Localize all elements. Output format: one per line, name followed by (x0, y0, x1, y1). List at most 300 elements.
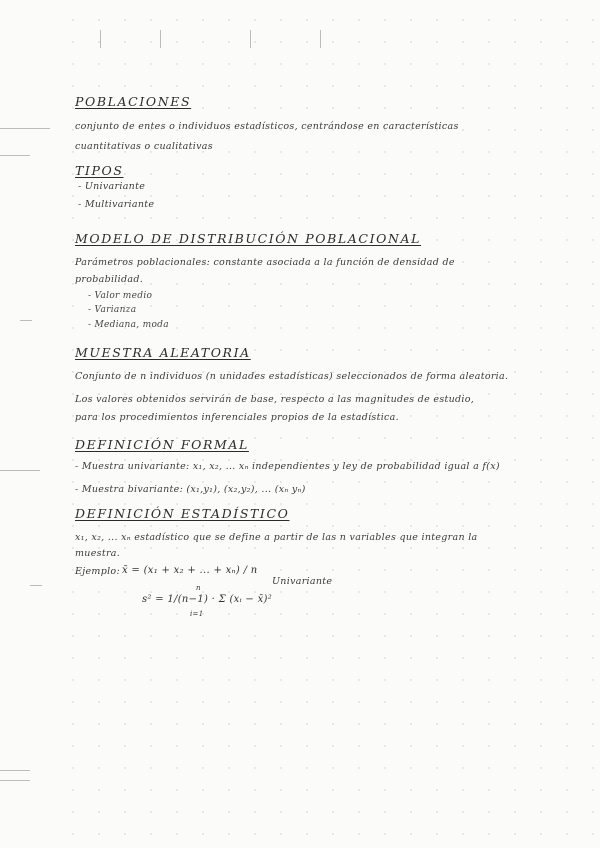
grid-dot (540, 19, 541, 20)
grid-dot (176, 217, 177, 218)
grid-dot (566, 283, 567, 284)
grid-dot (540, 811, 541, 812)
grid-dot (228, 151, 229, 152)
grid-dot (384, 701, 385, 702)
grid-dot (358, 217, 359, 218)
grid-dot (358, 349, 359, 350)
grid-dot (436, 151, 437, 152)
grid-dot (488, 767, 489, 768)
grid-dot (72, 239, 73, 240)
grid-dot (332, 19, 333, 20)
grid-dot (306, 305, 307, 306)
grid-dot (254, 525, 255, 526)
grid-dot (228, 195, 229, 196)
grid-dot (98, 789, 99, 790)
grid-dot (592, 525, 593, 526)
grid-dot (332, 833, 333, 834)
grid-dot (254, 173, 255, 174)
grid-dot (150, 547, 151, 548)
grid-dot (410, 657, 411, 658)
grid-dot (410, 811, 411, 812)
grid-dot (514, 239, 515, 240)
grid-dot (462, 129, 463, 130)
grid-dot (358, 85, 359, 86)
grid-dot (540, 481, 541, 482)
grid-dot (384, 789, 385, 790)
grid-dot (332, 503, 333, 504)
grid-dot (514, 305, 515, 306)
grid-dot (384, 327, 385, 328)
grid-dot (150, 525, 151, 526)
grid-dot (462, 723, 463, 724)
grid-dot (514, 261, 515, 262)
grid-dot (176, 305, 177, 306)
grid-dot (124, 173, 125, 174)
grid-dot (592, 371, 593, 372)
grid-dot (592, 415, 593, 416)
grid-dot (98, 701, 99, 702)
grid-dot (462, 789, 463, 790)
grid-dot (592, 195, 593, 196)
grid-dot (540, 503, 541, 504)
grid-dot (306, 173, 307, 174)
grid-dot (332, 437, 333, 438)
grid-dot (202, 723, 203, 724)
grid-dot (150, 481, 151, 482)
grid-dot (566, 811, 567, 812)
grid-dot (98, 635, 99, 636)
grid-dot (358, 151, 359, 152)
grid-dot (176, 767, 177, 768)
grid-dot (254, 701, 255, 702)
grid-dot (72, 85, 73, 86)
grid-dot (436, 349, 437, 350)
grid-dot (176, 657, 177, 658)
grid-dot (384, 195, 385, 196)
grid-dot (514, 41, 515, 42)
grid-dot (332, 63, 333, 64)
grid-dot (98, 525, 99, 526)
grid-dot (488, 63, 489, 64)
grid-dot (332, 723, 333, 724)
tipos-item-multivariante: - Multivariante (78, 199, 155, 210)
grid-dot (176, 701, 177, 702)
grid-dot (306, 767, 307, 768)
grid-dot (332, 767, 333, 768)
grid-dot (176, 481, 177, 482)
grid-dot (566, 129, 567, 130)
grid-dot (514, 437, 515, 438)
grid-dot (410, 613, 411, 614)
grid-dot (592, 63, 593, 64)
grid-dot (592, 85, 593, 86)
grid-dot (410, 41, 411, 42)
grid-dot (436, 239, 437, 240)
grid-dot (72, 591, 73, 592)
section-title-definicion-estadistico: DEFINICIÓN ESTADÍSTICO (75, 506, 290, 521)
grid-dot (150, 503, 151, 504)
grid-dot (228, 591, 229, 592)
grid-dot (358, 19, 359, 20)
grid-dot (280, 679, 281, 680)
grid-dot (514, 283, 515, 284)
grid-dot (592, 327, 593, 328)
grid-dot (254, 349, 255, 350)
grid-dot (488, 261, 489, 262)
grid-dot (410, 767, 411, 768)
grid-dot (254, 547, 255, 548)
grid-dot (202, 811, 203, 812)
grid-dot (98, 723, 99, 724)
grid-dot (98, 657, 99, 658)
grid-dot (98, 613, 99, 614)
grid-dot (566, 195, 567, 196)
grid-dot (540, 305, 541, 306)
grid-dot (306, 503, 307, 504)
grid-dot (72, 789, 73, 790)
grid-dot (540, 173, 541, 174)
grid-dot (72, 459, 73, 460)
grid-dot (410, 349, 411, 350)
section-title-definicion-formal: DEFINICIÓN FORMAL (75, 437, 249, 452)
grid-dot (592, 789, 593, 790)
grid-dot (228, 63, 229, 64)
grid-dot (124, 195, 125, 196)
grid-dot (514, 569, 515, 570)
grid-dot (540, 393, 541, 394)
grid-dot (176, 327, 177, 328)
grid-dot (410, 63, 411, 64)
grid-dot (488, 591, 489, 592)
grid-dot (514, 19, 515, 20)
grid-dot (306, 811, 307, 812)
grid-dot (306, 283, 307, 284)
grid-dot (176, 613, 177, 614)
grid-dot (566, 591, 567, 592)
grid-dot (254, 107, 255, 108)
grid-dot (332, 591, 333, 592)
grid-dot (384, 767, 385, 768)
grid-dot (72, 503, 73, 504)
grid-dot (176, 195, 177, 196)
grid-dot (202, 195, 203, 196)
grid-dot (540, 283, 541, 284)
grid-dot (488, 349, 489, 350)
grid-dot (566, 569, 567, 570)
grid-dot (202, 63, 203, 64)
grid-dot (306, 217, 307, 218)
grid-dot (280, 525, 281, 526)
grid-dot (566, 239, 567, 240)
grid-dot (436, 811, 437, 812)
grid-dot (488, 503, 489, 504)
grid-dot (462, 701, 463, 702)
grid-dot (384, 151, 385, 152)
grid-dot (514, 547, 515, 548)
grid-dot (72, 833, 73, 834)
grid-dot (566, 327, 567, 328)
grid-dot (72, 63, 73, 64)
grid-dot (436, 789, 437, 790)
grid-dot (72, 635, 73, 636)
grid-dot (540, 41, 541, 42)
univariante-note: Univariante (272, 576, 333, 587)
grid-dot (488, 437, 489, 438)
grid-dot (124, 85, 125, 86)
grid-dot (280, 613, 281, 614)
grid-dot (202, 41, 203, 42)
grid-dot (384, 547, 385, 548)
grid-dot (436, 767, 437, 768)
grid-dot (358, 569, 359, 570)
grid-dot (150, 173, 151, 174)
grid-dot (358, 679, 359, 680)
grid-dot (72, 613, 73, 614)
grid-dot (228, 745, 229, 746)
grid-dot (410, 503, 411, 504)
section-title-modelo: MODELO DE DISTRIBUCIÓN POBLACIONAL (75, 231, 422, 246)
grid-dot (332, 107, 333, 108)
grid-dot (280, 635, 281, 636)
grid-dot (462, 195, 463, 196)
sum-lower-limit: i=1 (190, 610, 204, 618)
grid-dot (72, 217, 73, 218)
grid-dot (488, 569, 489, 570)
grid-dot (150, 305, 151, 306)
grid-dot (254, 635, 255, 636)
grid-dot (592, 679, 593, 680)
grid-dot (566, 393, 567, 394)
grid-dot (436, 107, 437, 108)
grid-dot (306, 19, 307, 20)
grid-dot (462, 41, 463, 42)
grid-dot (436, 701, 437, 702)
grid-dot (566, 85, 567, 86)
grid-dot (462, 239, 463, 240)
grid-dot (358, 745, 359, 746)
grid-dot (462, 635, 463, 636)
grid-dot (228, 503, 229, 504)
grid-dot (436, 833, 437, 834)
grid-dot (332, 811, 333, 812)
grid-dot (150, 657, 151, 658)
grid-dot (566, 745, 567, 746)
grid-dot (540, 151, 541, 152)
grid-dot (306, 63, 307, 64)
grid-dot (488, 129, 489, 130)
grid-dot (332, 613, 333, 614)
grid-dot (566, 305, 567, 306)
definicion-formal-bivariante: - Muestra bivariante: (x₁,y₁), (x₂,y₂), ... (xₙ yₙ) (75, 484, 306, 495)
grid-dot (358, 525, 359, 526)
grid-dot (488, 393, 489, 394)
grid-dot (488, 151, 489, 152)
grid-dot (280, 437, 281, 438)
grid-dot (540, 459, 541, 460)
grid-dot (592, 569, 593, 570)
grid-dot (280, 283, 281, 284)
grid-dot (306, 745, 307, 746)
grid-dot (540, 239, 541, 240)
grid-dot (280, 789, 281, 790)
grid-dot (176, 811, 177, 812)
poblaciones-line-1: conjunto de entes o individuos estadísticos, centrándose en características (75, 121, 459, 132)
grid-dot (332, 745, 333, 746)
grid-dot (358, 305, 359, 306)
grid-dot (462, 19, 463, 20)
grid-dot (514, 393, 515, 394)
grid-dot (592, 503, 593, 504)
grid-dot (358, 635, 359, 636)
grid-dot (280, 85, 281, 86)
grid-dot (72, 173, 73, 174)
grid-dot (98, 41, 99, 42)
grid-dot (488, 613, 489, 614)
grid-dot (540, 547, 541, 548)
grid-dot (540, 701, 541, 702)
grid-dot (228, 327, 229, 328)
grid-dot (566, 481, 567, 482)
grid-dot (228, 635, 229, 636)
grid-dot (358, 547, 359, 548)
grid-dot (410, 481, 411, 482)
grid-dot (202, 327, 203, 328)
grid-dot (462, 437, 463, 438)
grid-dot (72, 19, 73, 20)
grid-dot (514, 63, 515, 64)
grid-dot (410, 547, 411, 548)
grid-dot (124, 767, 125, 768)
grid-dot (150, 85, 151, 86)
grid-dot (436, 327, 437, 328)
grid-dot (98, 195, 99, 196)
grid-dot (306, 635, 307, 636)
grid-dot (254, 745, 255, 746)
grid-dot (72, 767, 73, 768)
grid-dot (462, 591, 463, 592)
grid-dot (410, 569, 411, 570)
grid-dot (488, 811, 489, 812)
grid-dot (436, 283, 437, 284)
grid-dot (306, 107, 307, 108)
grid-dot (592, 481, 593, 482)
grid-dot (306, 657, 307, 658)
grid-dot (514, 767, 515, 768)
grid-dot (358, 107, 359, 108)
grid-dot (306, 481, 307, 482)
grid-dot (384, 591, 385, 592)
grid-dot (254, 833, 255, 834)
grid-dot (462, 261, 463, 262)
grid-dot (280, 217, 281, 218)
grid-dot (72, 107, 73, 108)
grid-dot (280, 151, 281, 152)
grid-dot (280, 723, 281, 724)
grid-dot (306, 613, 307, 614)
grid-dot (384, 525, 385, 526)
grid-dot (306, 525, 307, 526)
grid-dot (176, 63, 177, 64)
grid-dot (514, 701, 515, 702)
grid-dot (202, 217, 203, 218)
grid-dot (514, 415, 515, 416)
grid-dot (228, 701, 229, 702)
grid-dot (280, 327, 281, 328)
grid-dot (488, 305, 489, 306)
grid-dot (124, 811, 125, 812)
grid-dot (332, 41, 333, 42)
grid-dot (462, 767, 463, 768)
grid-dot (540, 833, 541, 834)
grid-dot (98, 19, 99, 20)
grid-dot (462, 525, 463, 526)
grid-dot (280, 657, 281, 658)
grid-dot (124, 657, 125, 658)
modelo-item-varianza: - Varianza (88, 305, 137, 315)
definicion-formal-univariante: - Muestra univariante: x₁, x₂, ... xₙ independientes y ley de probabilidad igual a f(x) (75, 461, 500, 472)
grid-dot (280, 305, 281, 306)
grid-dot (254, 85, 255, 86)
grid-dot (410, 305, 411, 306)
grid-dot (98, 591, 99, 592)
grid-dot (540, 85, 541, 86)
grid-dot (72, 195, 73, 196)
modelo-item-valor-medio: - Valor medio (88, 291, 153, 301)
grid-dot (566, 151, 567, 152)
grid-dot (280, 349, 281, 350)
grid-dot (228, 613, 229, 614)
grid-dot (436, 745, 437, 746)
modelo-item-mediana-moda: - Mediana, moda (88, 320, 169, 330)
grid-dot (462, 415, 463, 416)
grid-dot (566, 657, 567, 658)
grid-dot (72, 151, 73, 152)
grid-dot (280, 503, 281, 504)
grid-dot (358, 63, 359, 64)
grid-dot (176, 745, 177, 746)
grid-dot (150, 195, 151, 196)
grid-dot (384, 41, 385, 42)
grid-dot (488, 657, 489, 658)
grid-dot (488, 107, 489, 108)
grid-dot (592, 19, 593, 20)
grid-dot (254, 481, 255, 482)
grid-dot (358, 195, 359, 196)
grid-dot (514, 85, 515, 86)
grid-dot (124, 745, 125, 746)
grid-dot (514, 327, 515, 328)
grid-dot (540, 195, 541, 196)
tipos-item-univariante: - Univariante (78, 181, 146, 192)
grid-dot (462, 547, 463, 548)
grid-dot (566, 437, 567, 438)
grid-dot (566, 19, 567, 20)
grid-dot (566, 525, 567, 526)
grid-dot (150, 63, 151, 64)
grid-dot (410, 745, 411, 746)
grid-dot (254, 767, 255, 768)
grid-dot (306, 327, 307, 328)
section-title-tipos: TIPOS (75, 163, 124, 178)
grid-dot (176, 503, 177, 504)
grid-dot (202, 305, 203, 306)
grid-dot (176, 525, 177, 526)
grid-dot (514, 217, 515, 218)
grid-dot (280, 811, 281, 812)
grid-dot (384, 19, 385, 20)
grid-dot (254, 63, 255, 64)
section-title-muestra: MUESTRA ALEATORIA (75, 345, 251, 360)
